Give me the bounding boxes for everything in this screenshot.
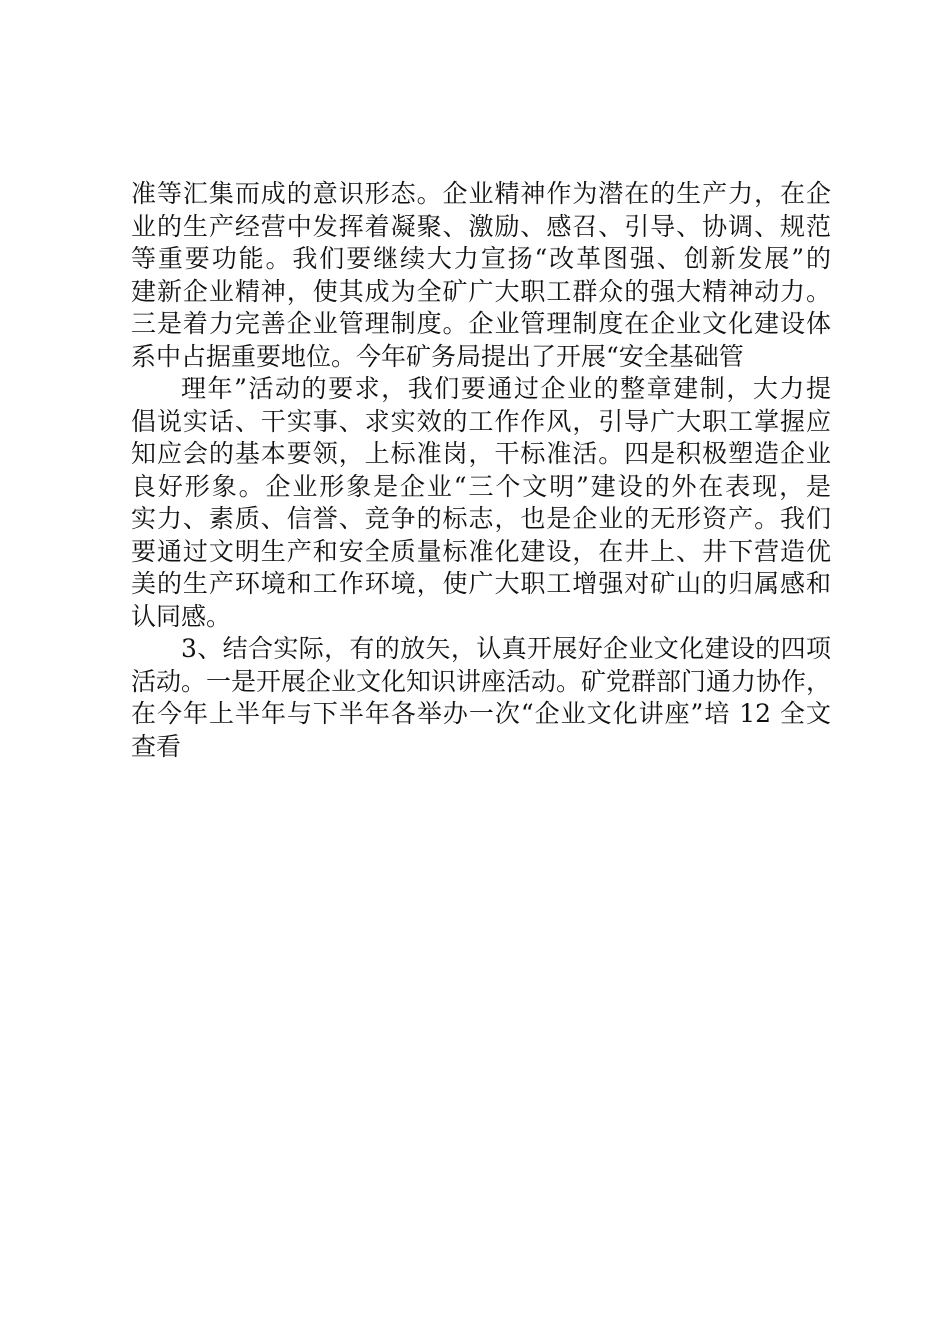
text-line: 业的生产经营中发挥着凝聚、激励、感召、引导、协调、规范 xyxy=(131,211,831,241)
text-line: 等重要功能。我们要继续大力宣扬“改革图强、创新发展”的 xyxy=(131,244,831,273)
text-line: 要通过文明生产和安全质量标准化建设，在井上、井下营造优 xyxy=(131,536,831,566)
text-line: 三是着力完善企业管理制度。企业管理制度在企业文化建设体 xyxy=(131,309,831,338)
text-line: 理年”活动的要求，我们要通过企业的整章建制，大力提 xyxy=(181,374,831,403)
body-text xyxy=(131,178,831,763)
text-line: 良好形象。企业形象是企业“三个文明”建设的外在表现，是 xyxy=(131,471,831,501)
text-line: 查看 xyxy=(131,731,182,761)
text-line: 活动。一是开展企业文化知识讲座活动。矿党群部门通力协作， xyxy=(131,666,832,696)
text-line: 知应会的基本要领，上标准岗，干标准活。四是积极塑造企业 xyxy=(131,439,831,468)
text-line: 3、结合实际，有的放矢，认真开展好企业文化建设的四项 xyxy=(181,634,831,663)
text-line: 倡说实话、干实事、求实效的工作作风，引导广大职工掌握应 xyxy=(131,406,831,436)
text-line: 准等汇集而成的意识形态。企业精神作为潜在的生产力，在企 xyxy=(131,179,831,208)
text-line: 美的生产环境和工作环境，使广大职工增强对矿山的归属感和 xyxy=(131,569,831,598)
text-line: 实力、素质、信誉、竞争的标志，也是企业的无形资产。我们 xyxy=(131,504,831,533)
text-line: 在今年上半年与下半年各举办一次“企业文化讲座”培 12 全文 xyxy=(131,699,831,728)
text-line: 认同感。 xyxy=(131,601,232,631)
text-line: 建新企业精神，使其成为全矿广大职工群众的强大精神动力。 xyxy=(131,276,831,306)
text-line: 系中占据重要地位。今年矿务局提出了开展“安全基础管 xyxy=(131,341,744,371)
